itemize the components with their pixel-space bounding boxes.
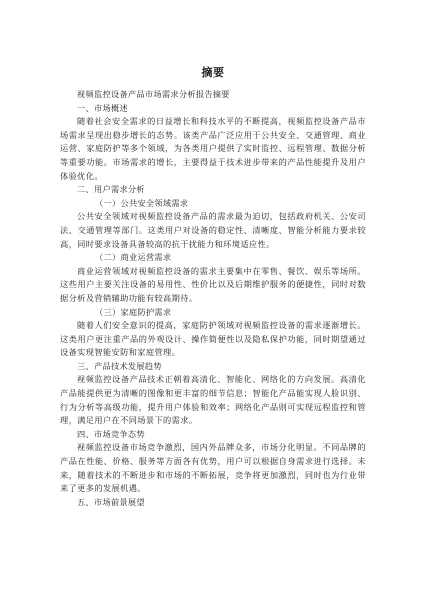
section-heading-competition: 四、市场竞争态势 <box>77 428 145 439</box>
section-heading-tech-trends: 三、产品技术发展趋势 <box>77 360 162 371</box>
abstract-heading: 摘要 <box>201 66 225 79</box>
section-paragraph-overview: 随着社会安全需求的日益增长和科技水平的不断提高，视频监控设备产品市场需求呈现出稳步增长的态势。该类产品广泛应用于公共安全、交通管理、商业运营、家庭防护等多个领域，为各类用户提供了实时监控、远程管理、数据分析等重要功能。市场需求的增长，主要得益于技术进步带来的产品性能提升及用户体验优化。 <box>60 116 366 181</box>
subsection-paragraph-home: 随着人们安全意识的提高，家庭防护领域对视频监控设备的需求逐渐增长。这类用户更注重产品的外观设计、操作简便性以及隐私保护功能，同时期望通过设备实现智能安防和家庭管理。 <box>60 320 366 358</box>
subsection-heading-commercial: （二）商业运营需求 <box>95 252 172 263</box>
subsection-heading-public-safety: （一）公共安全领域需求 <box>95 197 189 208</box>
section-heading-overview: 一、市场概述 <box>77 102 128 113</box>
subsection-paragraph-commercial: 商业运营领域对视频监控设备的需求主要集中在零售、餐饮、娱乐等场所。这些用户主要关注设备的易用性、性价比以及后期维护服务的便捷性，同时对数据分析及营销辅助功能有较高期待。 <box>60 265 366 303</box>
subsection-paragraph-public-safety: 公共安全领域对视频监控设备产品的需求最为迫切，包括政府机关、公安司法、交通管理等部门。这类用户对设备的稳定性、清晰度、智能分析能力要求较高，同时要求设备具备较高的抗干扰能力和环境适应性。 <box>60 211 366 249</box>
section-heading-user-needs: 二、用户需求分析 <box>77 184 145 195</box>
report-title: 视频监控设备产品市场需求分析报告摘要 <box>77 89 230 99</box>
section-paragraph-competition: 视频监控设备市场竞争激烈，国内外品牌众多，市场分化明显。不同品牌的产品在性能、价格、服务等方面各有优势，用户可以根据自身需求进行选择。未来，随着技术的不断进步和市场的不断拓展，竞争将更加激烈，同时也为行业带来了更多的发展机遇。 <box>60 442 366 494</box>
section-paragraph-tech-trends: 视频监控设备产品技术正朝着高清化、智能化、网络化的方向发展。高清化产品能提供更为清晰的图像和更丰富的细节信息；智能化产品能实现人脸识别、行为分析等高级功能，提升用户体验和效率；网络化产品则可实现远程监控和管理，满足用户在不同场景下的需求。 <box>60 374 366 426</box>
subsection-heading-home: （三）家庭防护需求 <box>95 306 172 317</box>
section-heading-outlook: 五、市场前景展望 <box>77 496 145 507</box>
